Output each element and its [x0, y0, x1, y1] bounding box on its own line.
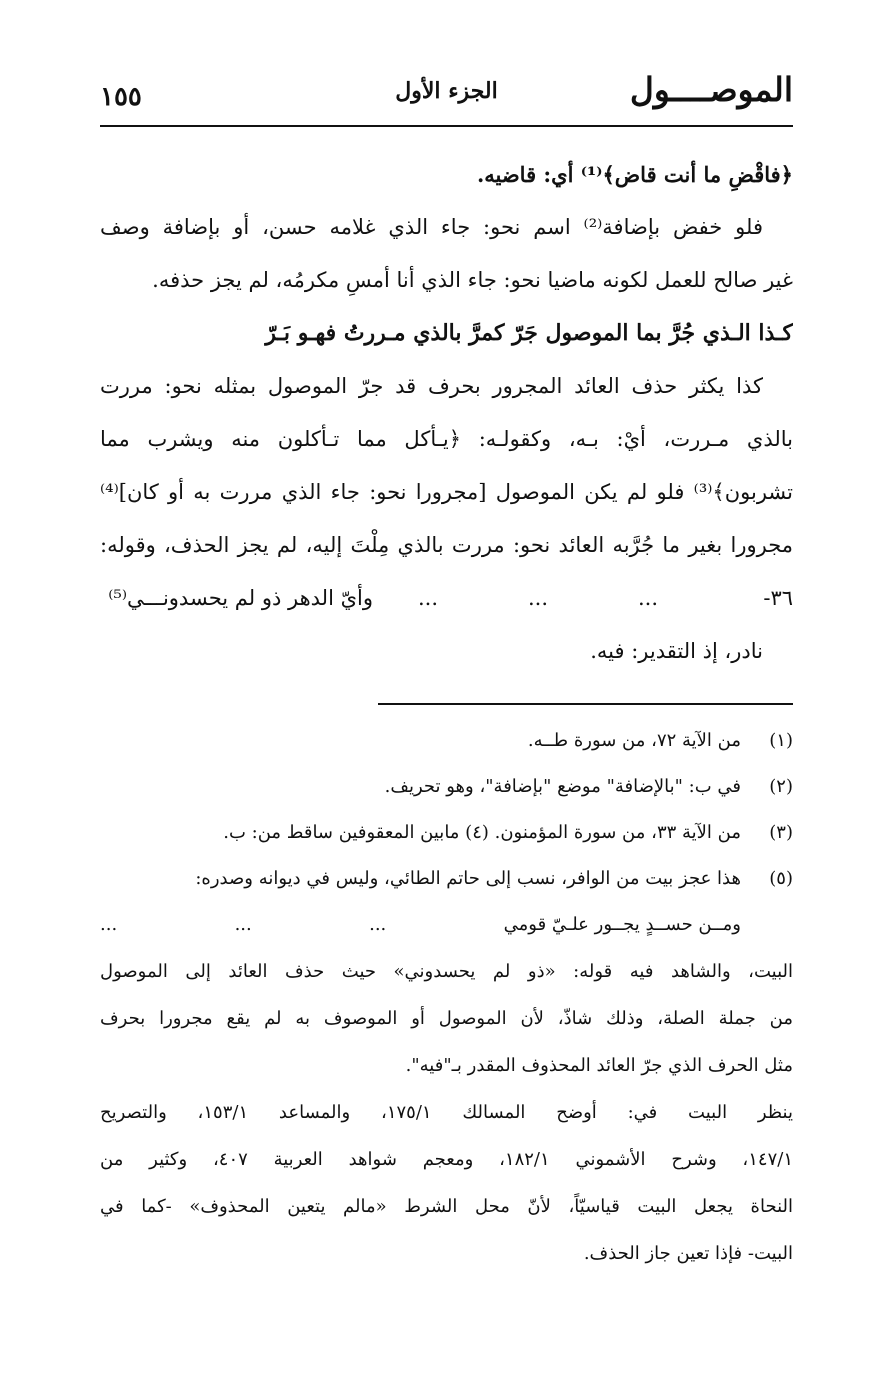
text-line: تشربون﴾⁽³⁾ فلو لم يكن الموصول [مجرورا نحو: جاء الذي مررت به أو كان]⁽⁴⁾: [100, 480, 793, 504]
page-header: [100, 70, 793, 118]
alfiyya-verse: [100, 307, 793, 360]
ellipsis: ...: [369, 914, 387, 935]
header-rule: [100, 125, 793, 127]
footnote-rule: [378, 703, 793, 705]
footnote-text: من الآية ٧٢، من سورة طــه.: [527, 730, 741, 751]
text-line: غير صالح للعمل لكونه ماضيا نحو: جاء الذي أنا أمسِ مكرمُه، لم يجز حذفه.: [152, 268, 793, 292]
text-line: فلو خفض بإضافة⁽²⁾ اسم نحو: جاء الذي غلامه حسن، أو بإضافة وصف: [100, 215, 763, 239]
text-line: مجرورا بغير ما جُرَّبه العائد نحو: مررت بالذي مِلْتَ إليه، لم يجز الحذف، وقوله:: [100, 533, 793, 557]
poem-line-36: [100, 572, 793, 625]
footnote: [100, 810, 793, 856]
footnote-number: (٣): [769, 822, 793, 843]
chapter-title: الموصــــول: [629, 70, 793, 109]
page-number: ١٥٥: [100, 82, 142, 112]
footnote-line: البيت- فإذا تعين جاز الحذف.: [583, 1243, 793, 1264]
footnote: [100, 856, 793, 902]
footnote: [100, 718, 793, 764]
text-line: نادر، إذ التقدير: فيه.: [590, 639, 763, 663]
ellipsis: ...: [527, 586, 549, 610]
footnote-text: هذا عجز بيت من الوافر، نسب إلى حاتم الطائي، وليس في ديوانه وصدره:: [195, 868, 741, 889]
text-line: ﴿فاقْضِ ما أنت قاض﴾⁽¹⁾ أي: قاضيه.: [476, 162, 793, 187]
verse-line: كـذا الـذي جُرَّ بما الموصول جَرّ كمرَّ بالذي مـررتُ فهـو بَـرّ: [265, 320, 793, 346]
footnote-line: النحاة يجعل البيت قياسيّاً، لأنّ محل الشرط «مالم يتعين المحذوف» -كما في: [100, 1196, 793, 1217]
footnote-line: البيت، والشاهد فيه قوله: «ذو لم يحسدوني» حيث حذف العائد إلى الموصول: [100, 961, 793, 982]
footnote-number: (٢): [769, 776, 793, 797]
footnote-line: من جملة الصلة، وذلك شاذّ، لأن الموصول أو الموصوف به لم يقع مجرورا بحرف: [100, 1008, 793, 1029]
footnote-line: ١٤٧/١، وشرح الأشموني ١٨٢/١، ومعجم شواهد العربية ٤٠٧، وكثير من: [100, 1149, 793, 1170]
footnote-verse: [100, 902, 793, 948]
ellipsis: ...: [637, 586, 659, 610]
volume-label: الجزء الأول: [395, 78, 498, 104]
footnote: [100, 764, 793, 810]
main-text: [100, 148, 793, 678]
footnote-line: مثل الحرف الذي جرّ العائد المحذوف المقدر بـ"فيه".: [405, 1055, 793, 1076]
verse-hemistich: ومــن حســدٍ يجــور علـيّ قومي: [503, 914, 741, 935]
ellipsis: ...: [100, 914, 118, 935]
poem-number: ٣٦-: [763, 586, 793, 610]
poem-hemistich: وأيّ الدهر ذو لم يحسدونـــي⁽⁵⁾: [108, 586, 373, 610]
footnote-text: في ب: "بالإضافة" موضع "بإضافة"، وهو تحريف.: [384, 776, 741, 797]
footnotes: [100, 718, 793, 1277]
text-line: كذا يكثر حذف العائد المجرور بحرف قد جرّ الموصول بمثله نحو: مررت: [100, 374, 763, 398]
footnote-line: ينظر البيت في: أوضح المسالك ١٧٥/١، والمساعد ١٥٣/١، والتصريح: [100, 1102, 793, 1123]
ellipsis: ...: [417, 586, 439, 610]
footnote-number: (١): [769, 730, 793, 751]
footnote-number: (٥): [769, 868, 793, 889]
footnote-text: من الآية ٣٣، من سورة المؤمنون. (٤) مابين المعقوفين ساقط من: ب.: [223, 822, 741, 843]
text-line: بالذي مـررت، أيْ: بـه، وكقولـه: ﴿يـأكل مما تـأكلون منه ويشرب مما: [100, 427, 793, 451]
ellipsis: ...: [234, 914, 252, 935]
